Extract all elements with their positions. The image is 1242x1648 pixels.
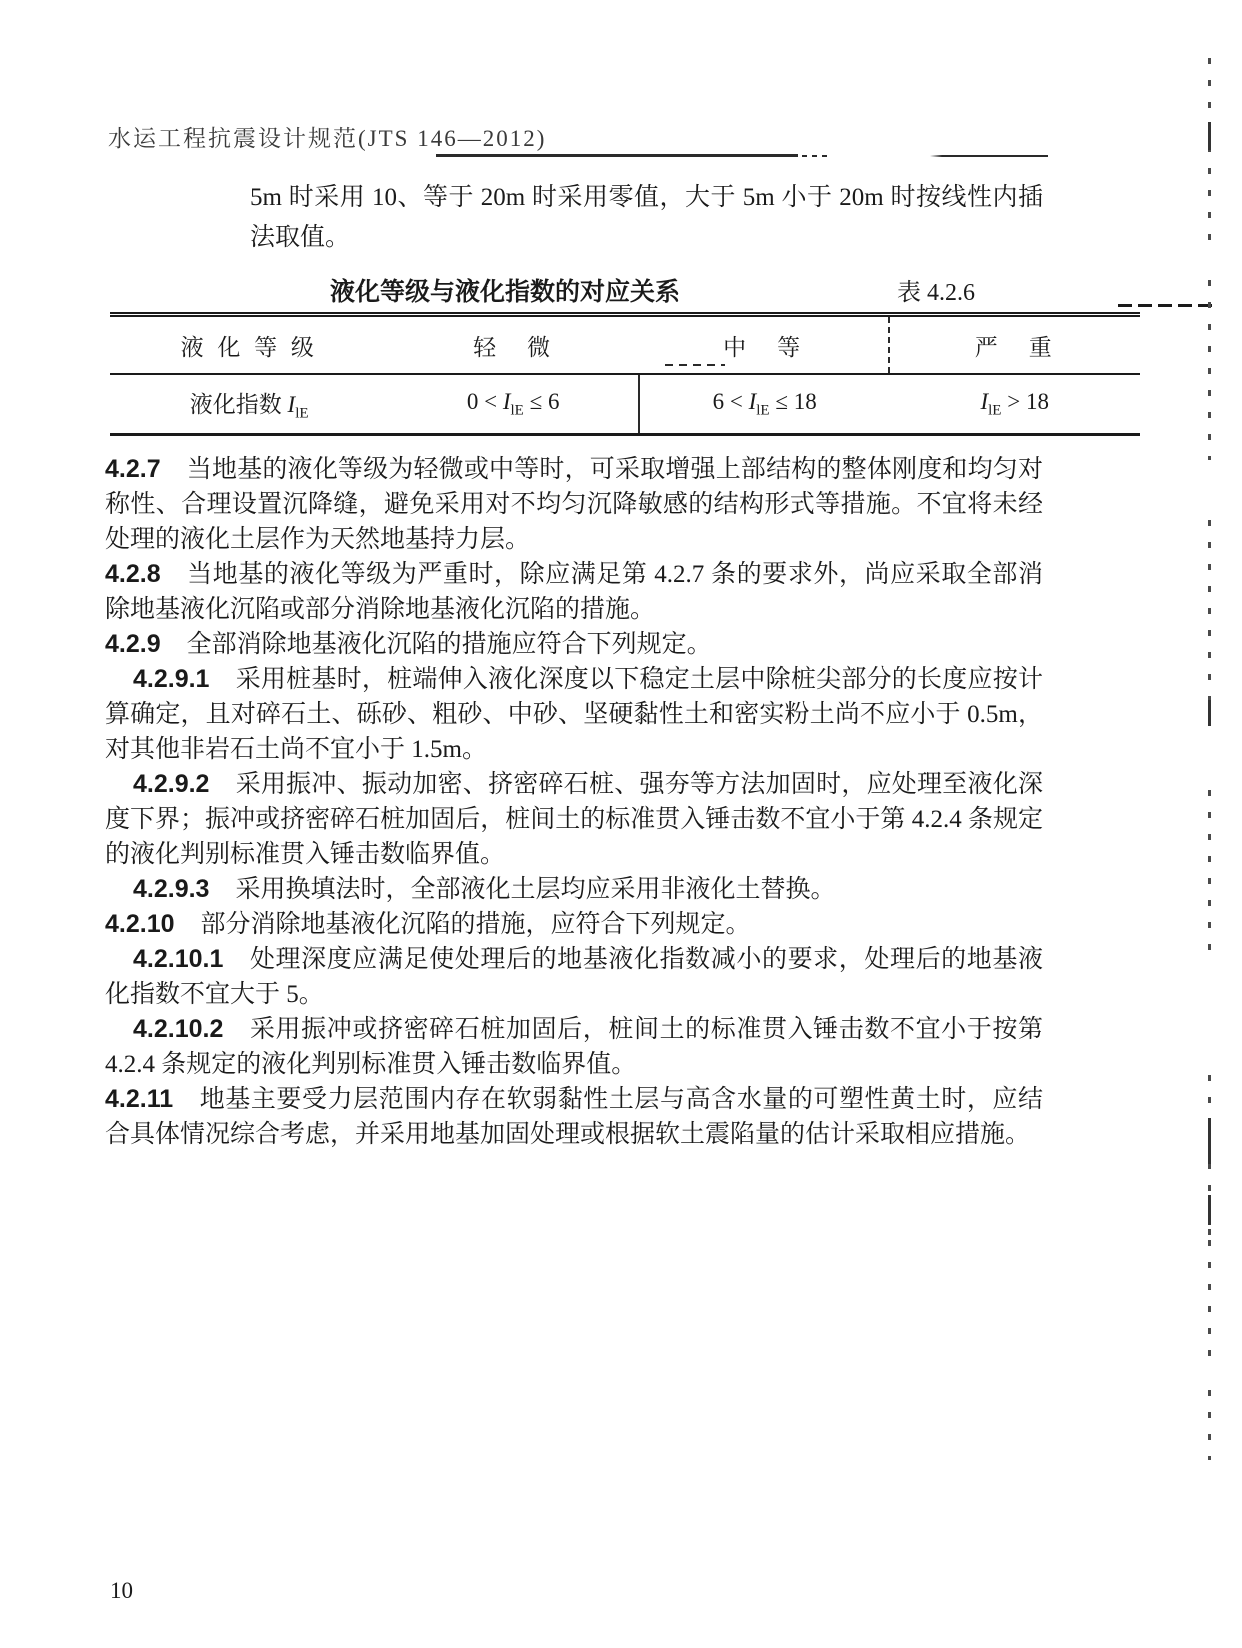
clause-4-2-8 [105,557,1043,627]
index-label-text: 液化指数 [189,391,288,417]
scan-artifact-line [1208,1118,1211,1164]
index-symbol: I [287,391,296,417]
running-header-title: 水运工程抗震设计规范(JTS 146—2012) [108,126,547,151]
clause-text: 处理深度应满足使处理后的地基液化指数减小的要求，处理后的地基液化指数不宜大于 5。 [105,946,1043,1008]
clause-number: 4.2.10 [105,910,175,938]
clause-number: 4.2.10.1 [133,945,224,973]
clause-4-2-10-2 [105,1012,1043,1082]
range-symbol: I [980,388,989,414]
clause-text: 采用振冲、振动加密、挤密碎石桩、强夯等方法加固时，应处理至液化深度下界；振冲或挤密碎石桩加固后，桩间土的标准贯入锤击数不宜小于第 4.2.4 条规定的液化判别标准贯入锤击数临界值。 [105,771,1043,868]
cell-range-moderate [639,374,890,435]
scan-artifact-line [1208,790,1211,960]
clause-text: 当地基的液化等级为轻微或中等时，可采取增强上部结构的整体刚度和均匀对称性、合理设置沉降缝，避免采用对不均匀沉降敏感的结构形式等措施。不宜将未经处理的液化土层作为天然地基持力层。 [105,456,1043,553]
liquefaction-table-wrap [110,312,1140,436]
range-pre: 0 < [466,388,503,414]
clause-4-2-10-1 [105,942,1043,1012]
clause-number: 4.2.9 [105,630,161,658]
clause-number: 4.2.9.3 [133,875,210,903]
clause-text: 采用振冲或挤密碎石桩加固后，桩间土的标准贯入锤击数不宜小于按第 4.2.4 条规定的液化判别标准贯入锤击数临界值。 [105,1016,1043,1078]
cell-range-slight [388,374,639,435]
clause-text: 采用换填法时，全部液化土层均应采用非液化土替换。 [235,876,836,903]
clause-4-2-11 [105,1082,1043,1152]
range-subscript: lE [756,402,770,419]
clause-4-2-10 [105,907,1043,942]
clause-4-2-9-1 [105,662,1043,767]
header-cell-grade: 液 化 等 级 [110,315,388,375]
table-data-row [110,374,1140,435]
table-header-row [110,315,1140,375]
clause-4-2-9 [105,627,1043,662]
clause-number: 4.2.10.2 [133,1015,224,1043]
range-post: ≤ 6 [523,388,560,414]
liquefaction-grade-table [110,312,1140,436]
clause-number: 4.2.8 [105,560,161,588]
clause-number: 4.2.11 [105,1085,174,1113]
scan-artifact-line [1208,1390,1211,1460]
table-caption: 液化等级与液化指数的对应关系 [329,278,680,306]
range-pre: 6 < [712,388,749,414]
scan-artifact-line [1208,700,1211,726]
clause-text: 当地基的液化等级为严重时，除应满足第 4.2.7 条的要求外，尚应采取全部消除地基液化沉陷或部分消除地基液化沉陷的措施。 [105,561,1043,623]
range-subscript: lE [988,402,1002,419]
scan-artifact-line [1208,122,1211,150]
clause-number: 4.2.9.1 [133,665,210,693]
header-cell-severe: 严 重 [889,315,1140,375]
clause-4-2-9-3 [105,872,1043,907]
clause-number: 4.2.7 [105,455,161,483]
table-number-label: 表 4.2.6 [897,280,975,306]
range-symbol: I [748,388,757,414]
clause-text: 地基主要受力层范围内存在软弱黏性土层与高含水量的可塑性黄土时，应结合具体情况综合考虑，并采用地基加固处理或根据软土震陷量的估计采取相应措施。 [105,1086,1043,1148]
range-subscript: lE [510,402,524,419]
cell-index-label [110,374,388,435]
header-rule [436,154,798,157]
index-subscript: lE [295,405,309,422]
clause-number: 4.2.9.2 [133,770,210,798]
clause-text: 全部消除地基液化沉陷的措施应符合下列规定。 [186,631,712,658]
cell-range-severe [889,374,1140,435]
clause-4-2-7 [105,452,1043,557]
header-rule-right [930,155,1048,157]
range-post: > 18 [1001,388,1049,414]
scan-artifact-dash [1118,304,1218,307]
continuation-paragraph: 5m 时采用 10、等于 20m 时采用零值，大于 5m 小于 20m 时按线性内插法取值。 [250,184,1043,251]
scan-artifact-line [1208,1195,1211,1225]
range-post: ≤ 18 [769,388,817,414]
page-body [105,178,1056,1152]
scan-artifact-line [1208,280,1211,460]
clause-text: 部分消除地基液化沉陷的措施，应符合下列规定。 [200,911,751,938]
header-cell-slight: 轻 微 [388,315,639,375]
page-number: 10 [110,1578,133,1603]
table-caption-row [110,272,1140,306]
range-symbol: I [502,388,511,414]
clause-4-2-9-2 [105,767,1043,872]
scan-artifact-line [1208,1240,1211,1360]
header-rule-dashes [802,155,830,157]
scan-artifact-line [1208,58,1211,253]
clauses-block [105,452,1043,1152]
scan-artifact-dash [665,364,725,366]
clause-text: 采用桩基时，桩端伸入液化深度以下稳定土层中除桩尖部分的长度应按计算确定，且对碎石土、砾砂、粗砂、中砂、坚硬黏性土和密实粉土尚不应小于 0.5m，对其他非岩石土尚不宜小于 1.5m。 [105,666,1043,763]
header-cell-moderate: 中 等 [639,315,890,375]
